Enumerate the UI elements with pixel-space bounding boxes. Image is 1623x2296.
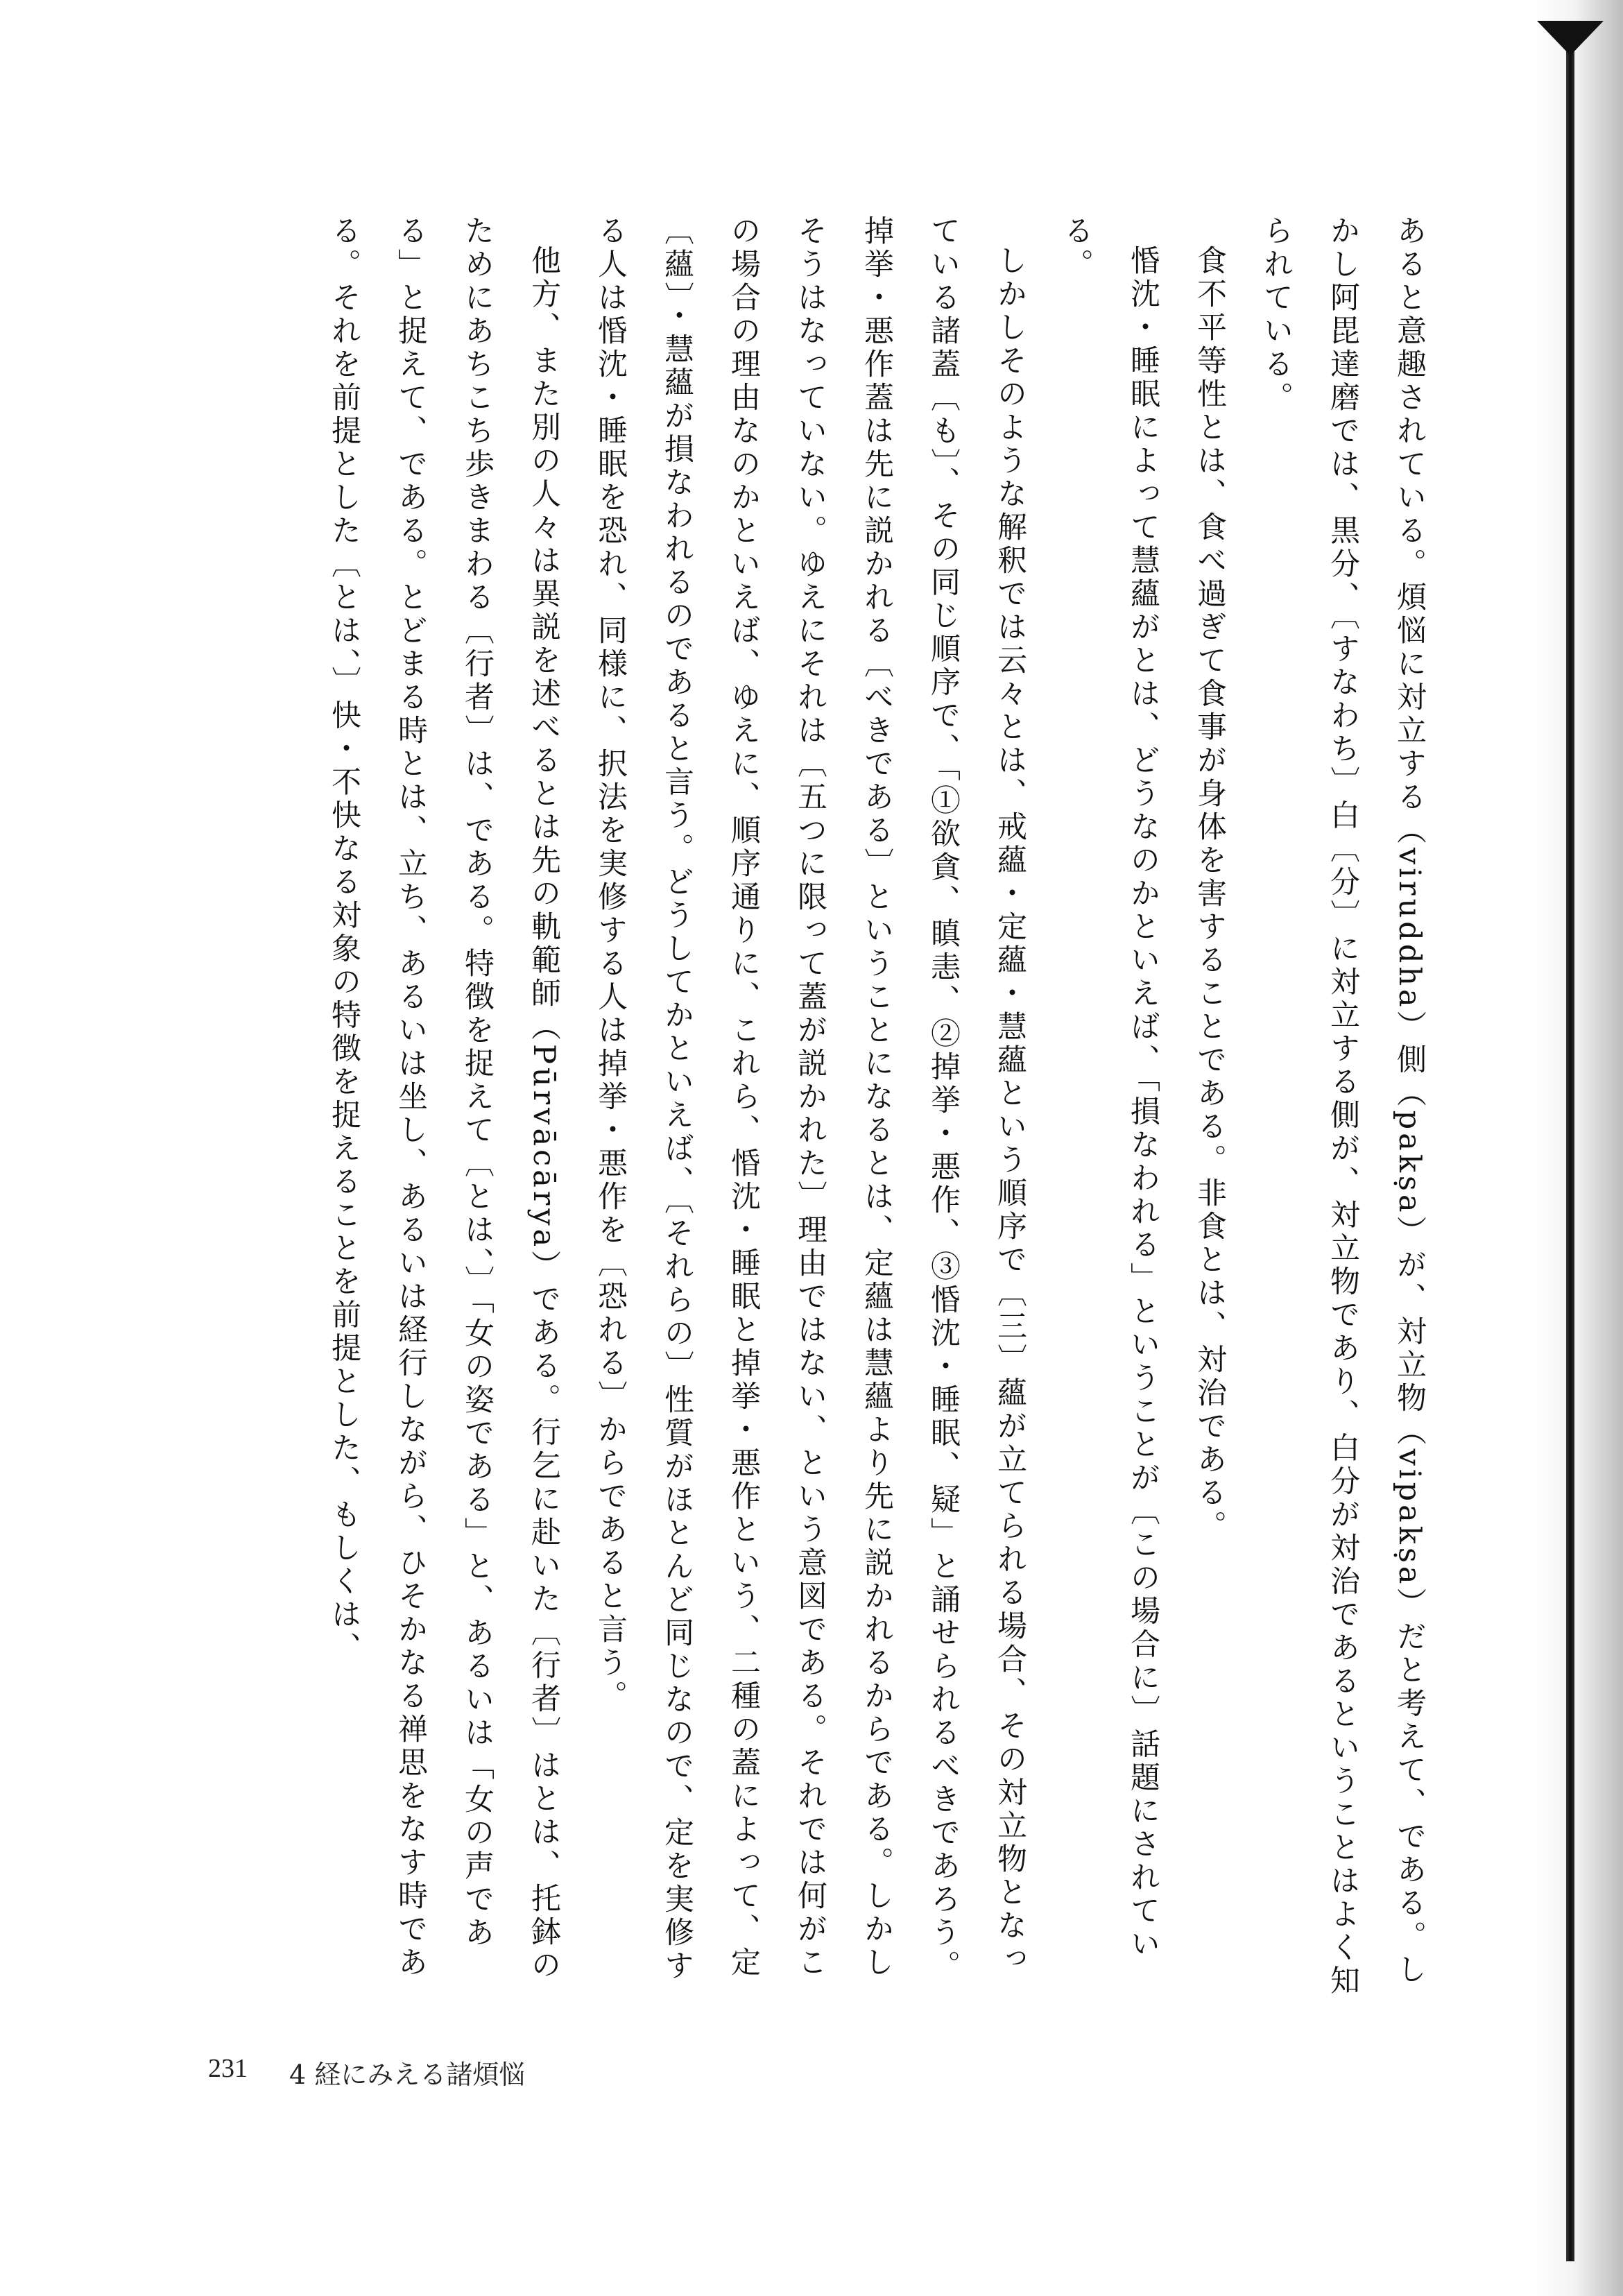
vertical-text-body <box>187 215 1443 2001</box>
page-footer <box>208 2053 525 2091</box>
paragraph-3: 惛沈・睡眠によって慧蘊がとは、どうなのかといえば、「損なわれる」ということが〔この場合に〕話題にされている。 <box>1059 215 1160 1962</box>
running-title: 4 経にみえる諸煩悩 <box>289 2059 526 2090</box>
page-number: 231 <box>208 2054 248 2083</box>
paragraph-5: 他方、また別の人々は異説を述べるとは先の軌範師（Pūrvācārya）である。行乞に赴いた〔行者〕はとは、托鉢のためにあちこち歩きまわる〔行者〕は、である。特徴を捉えて〔とは、〕「女の姿である」と、あるいは「女の声である」と捉えて、である。とどまる時とは、立ち、あるいは坐し、あるいは経行しながら、ひそかなる禅思をなす時である。それを前提とした〔とは、〕快・不快なる対象の特徴を捉えることを前提とした、もしくは、 <box>327 215 561 1983</box>
binding-cap-mark <box>1537 21 1604 55</box>
paragraph-2: 食不平等性とは、食べ過ぎて食事が身体を害することである。非食とは、対治である。 <box>1192 245 1227 1543</box>
paragraph-1: あると意趣されている。煩悩に対立する（viruddha）側（pakṣa）が、対立物（vipakṣa）だと考えて、である。しかし阿毘達磨では、黒分、〔すなわち〕白〔分〕に対立する側が、対立物であり、白分が対治であるということはよく知られている。 <box>1259 215 1427 1998</box>
paragraph-4: しかしそのような解釈では云々とは、戒蘊・定蘊・慧蘊という順序で〔三〕蘊が立てられる場合、その対立物となっている諸蓋〔も〕、その同じ順序で、「①欲貪、瞋恚、②掉挙・悪作、③惛沈・睡眠、疑」と誦せられるべきであろう。掉挙・悪作蓋は先に説かれる〔べきである〕ということになるとは、定蘊は慧蘊より先に説かれるからである。しかしそうはなっていない。ゆえにそれは〔五つに限って蓋が説かれた〕理由ではない、という意図である。それでは何がこの場合の理由なのかといえば、ゆえに、順序通りに、これら、惛沈・睡眠と掉挙・悪作という、二種の蓋によって、定〔蘊〕・慧蘊が損なわれるのであると言う。どうしてかといえば、〔それらの〕性質がほとんど同じなので、定を実修する人は惛沈・睡眠を恐れ、同様に、択法を実修する人は掉挙・悪作を〔恐れる〕からであると言う。 <box>593 215 1027 1983</box>
binding-shadow-line <box>1566 42 1574 2261</box>
binding-edge <box>1536 0 1623 2296</box>
